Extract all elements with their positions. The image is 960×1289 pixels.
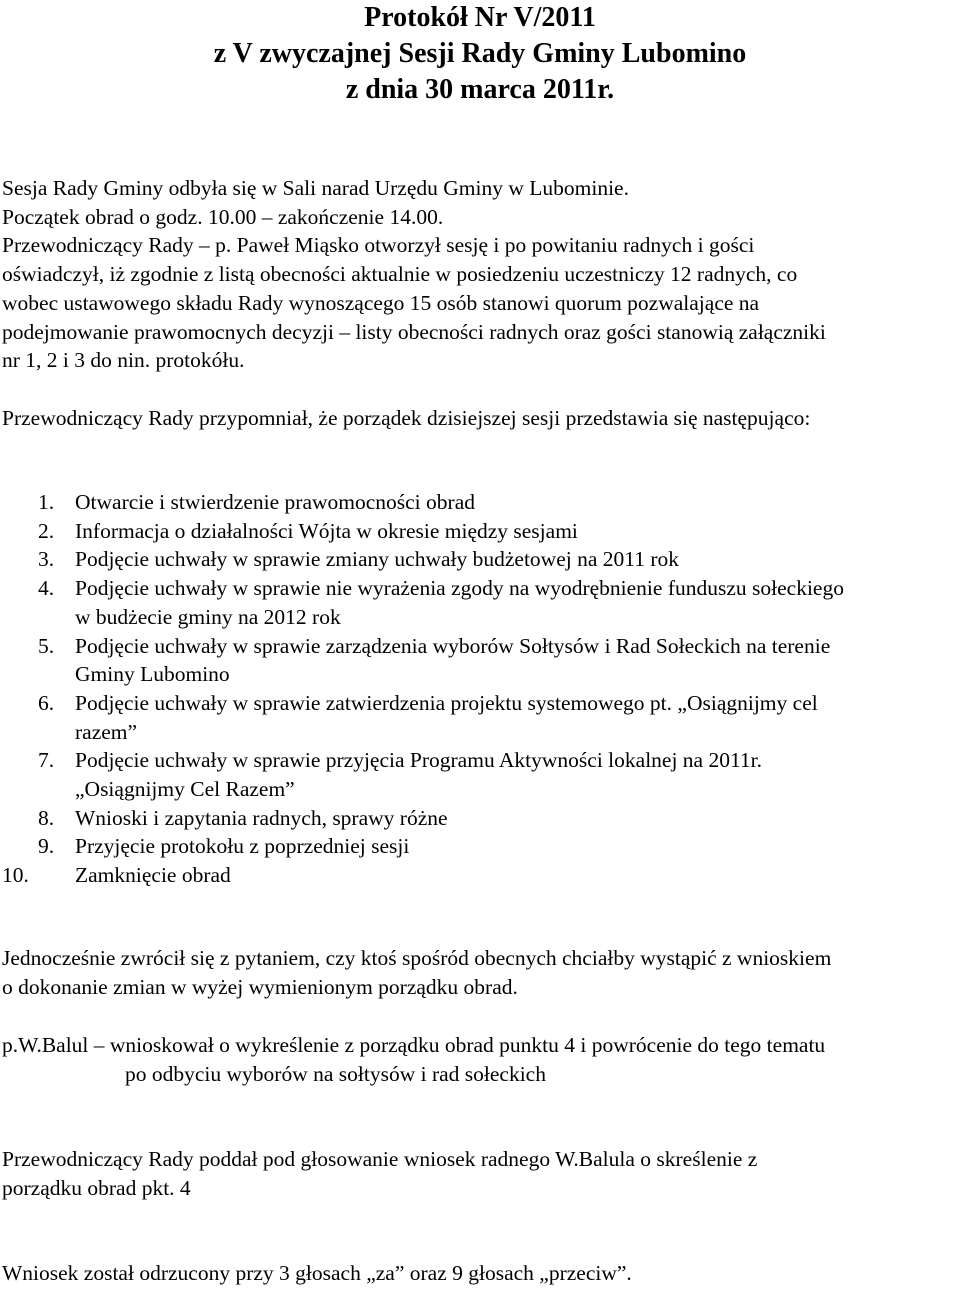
intro-line-7: nr 1, 2 i 3 do nin. protokółu.: [2, 348, 245, 373]
question-paragraph: [2, 944, 957, 1001]
agenda-list: [2, 488, 957, 890]
title-line-2: z V zwyczajnej Sesji Rady Gminy Lubomino: [213, 38, 747, 69]
protocol-title: [0, 0, 960, 108]
agenda-item: [2, 861, 957, 890]
agenda-item-text-cont: w budżecie gminy na 2012 rok: [75, 604, 341, 629]
agenda-item-number: 2.: [38, 518, 55, 543]
intro-line-3: Przewodniczący Rady – p. Paweł Miąsko otworzył sesję i po powitaniu radnych i gości: [2, 233, 755, 258]
agenda-item-number: 1.: [38, 490, 55, 514]
motion-paragraph: [2, 1031, 957, 1088]
agenda-item-number: 6.: [38, 690, 55, 715]
agenda-item-text: Podjęcie uchwały w sprawie zmiany uchwały budżetowej na 2011 rok: [75, 547, 680, 572]
agenda-item-text: Podjęcie uchwały w sprawie zatwierdzenia projektu systemowego pt. „Osiągnijmy cel: [75, 690, 818, 715]
intro-line-5: wobec ustawowego składu Rady wynoszącego 15 osób stanowi quorum pozwalające na: [2, 290, 760, 315]
agenda-item: [2, 832, 957, 861]
title-line-1: Protokół Nr V/2011: [364, 2, 596, 33]
agenda-item-text: Informacja o działalności Wójta w okresie między sesjami: [75, 518, 578, 543]
vote-result: [2, 1259, 957, 1288]
title-line-3: z dnia 30 marca 2011r.: [345, 74, 615, 105]
vote-call-line-2: porządku obrad pkt. 4: [2, 1175, 191, 1200]
agenda-item: [2, 804, 957, 833]
agenda-intro-text: Przewodniczący Rady przypomniał, że porządek dzisiejszej sesji przedstawia się następująco:: [2, 406, 811, 430]
agenda-item-text-cont: „Osiągnijmy Cel Razem”: [75, 777, 295, 802]
agenda-item-number: 5.: [38, 633, 55, 658]
agenda-item: [2, 632, 957, 689]
agenda-item-number: 9.: [38, 834, 55, 859]
agenda-item: [2, 689, 957, 746]
intro-line-4: oświadczył, iż zgodnie z listą obecności aktualnie w posiedzeniu uczestniczy 12 radnych, co: [2, 262, 798, 287]
agenda-item-text: Wnioski i zapytania radnych, sprawy różne: [75, 805, 448, 830]
intro-line-2: Początek obrad o godz. 10.00 – zakończenie 14.00.: [2, 204, 444, 229]
agenda-item-text: Zamknięcie obrad: [75, 863, 231, 888]
agenda-item-text: Przyjęcie protokołu z poprzedniej sesji: [75, 834, 410, 859]
agenda-item: [2, 545, 957, 574]
agenda-item: [2, 746, 957, 803]
agenda-item-number: 7.: [38, 748, 55, 773]
vote-call-line-1: Przewodniczący Rady poddał pod głosowanie wniosek radnego W.Balula o skreślenie z: [2, 1147, 758, 1171]
agenda-item-text: Podjęcie uchwały w sprawie zarządzenia wyborów Sołtysów i Rad Sołeckich na terenie: [75, 633, 831, 658]
agenda-item-text: Podjęcie uchwały w sprawie nie wyrażenia zgody na wyodrębnienie funduszu sołeckiego: [75, 576, 844, 601]
agenda-item-number: 3.: [38, 547, 55, 572]
intro-line-6: podejmowanie prawomocnych decyzji – listy obecności radnych oraz gości stanowią załączniki: [2, 319, 826, 344]
agenda-item-text-cont: razem”: [75, 719, 138, 744]
agenda-item-text-cont: Gminy Lubomino: [75, 662, 230, 687]
intro-line-1: Sesja Rady Gminy odbyła się w Sali narad Urzędu Gminy w Lubominie.: [2, 176, 629, 200]
agenda-item-text: Otwarcie i stwierdzenie prawomocności obrad: [75, 490, 475, 514]
agenda-item: [2, 488, 957, 517]
intro-paragraph: [2, 174, 957, 375]
motion-line-2: po odbyciu wyborów na sołtysów i rad sołeckich: [125, 1061, 546, 1086]
question-line-2: o dokonanie zmian w wyżej wymienionym porządku obrad.: [2, 974, 518, 999]
vote-call-paragraph: [2, 1145, 957, 1202]
agenda-intro: [2, 404, 957, 433]
agenda-item: [2, 517, 957, 546]
question-line-1: Jednocześnie zwrócił się z pytaniem, czy ktoś spośród obecnych chciałby wystąpić z wnioskiem: [2, 946, 832, 970]
motion-line-1: p.W.Balul – wnioskował o wykreślenie z porządku obrad punktu 4 i powrócenie do tego tematu: [2, 1033, 826, 1057]
agenda-item: [2, 574, 957, 631]
agenda-item-text: Podjęcie uchwały w sprawie przyjęcia Programu Aktywności lokalnej na 2011r.: [75, 748, 763, 773]
vote-result-text: Wniosek został odrzucony przy 3 głosach „za” oraz 9 głosach „przeciw”.: [2, 1261, 632, 1285]
agenda-item-number: 4.: [38, 576, 55, 601]
agenda-item-number: 10.: [2, 863, 29, 888]
agenda-item-number: 8.: [38, 805, 55, 830]
